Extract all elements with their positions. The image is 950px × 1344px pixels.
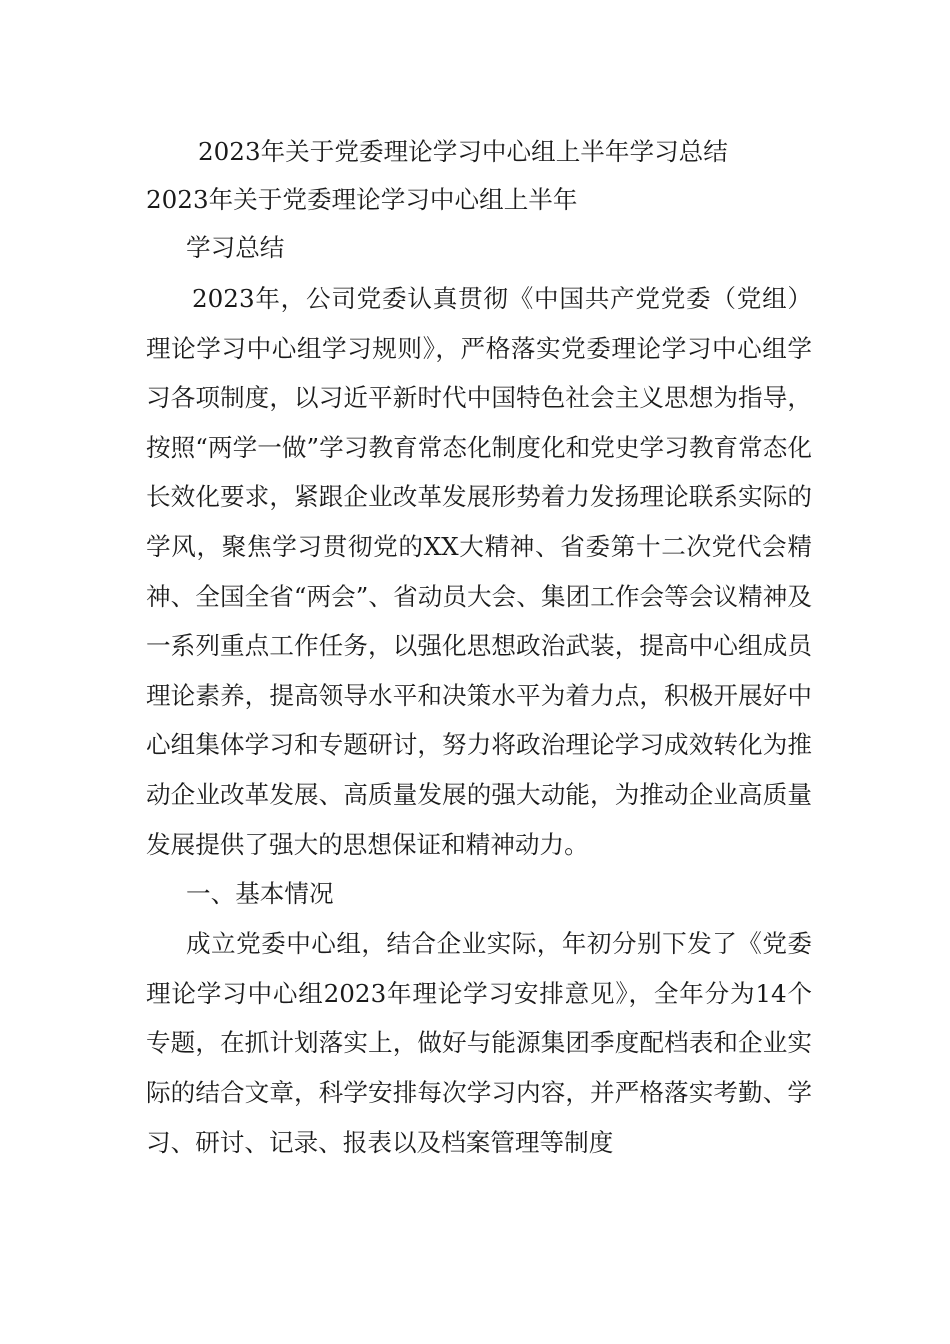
paragraph-basic-situation: 成立党委中心组，结合企业实际，年初分别下发了《党委理论学习中心组2023年理论学习安排意见》，全年分为14个专题，在抓计划落实上，做好与能源集团季度配档表和企业实际的结合文章，科学安排每次学习内容，并严格落实考勤、学习、研讨、记录、报表以及档案管理等制度 xyxy=(146,929,812,1157)
document-body xyxy=(146,128,812,1167)
document-title: 2023年关于党委理论学习中心组上半年学习总结 xyxy=(198,137,728,166)
paragraph-introduction: 2023年，公司党委认真贯彻《中国共产党党委（党组）理论学习中心组学习规则》，严格落实党委理论学习中心组学习各项制度，以习近平新时代中国特色社会主义思想为指导，按照“两学一做”学习教育常态化制度化和党史学习教育常态化长效化要求，紧跟企业改革发展形势着力发扬理论联系实际的学风，聚焦学习贯彻党的XX大精神、省委第十二次党代会精神、全国全省“两会”、省动员大会、集团工作会等会议精神及一系列重点工作任务，以强化思想政治武装，提高中心组成员理论素养，提高领导水平和决策水平为着力点，积极开展好中心组集体学习和专题研讨，努力将政治理论学习成效转化为推动企业改革发展、高质量发展的强大动能，为推动企业高质量发展提供了强大的思想保证和精神动力。 xyxy=(146,284,812,859)
document-subtitle-continuation: 学习总结 xyxy=(186,233,285,262)
section-heading-basic-situation: 一、基本情况 xyxy=(186,879,334,909)
document-subtitle: 2023年关于党委理论学习中心组上半年 xyxy=(146,185,578,214)
